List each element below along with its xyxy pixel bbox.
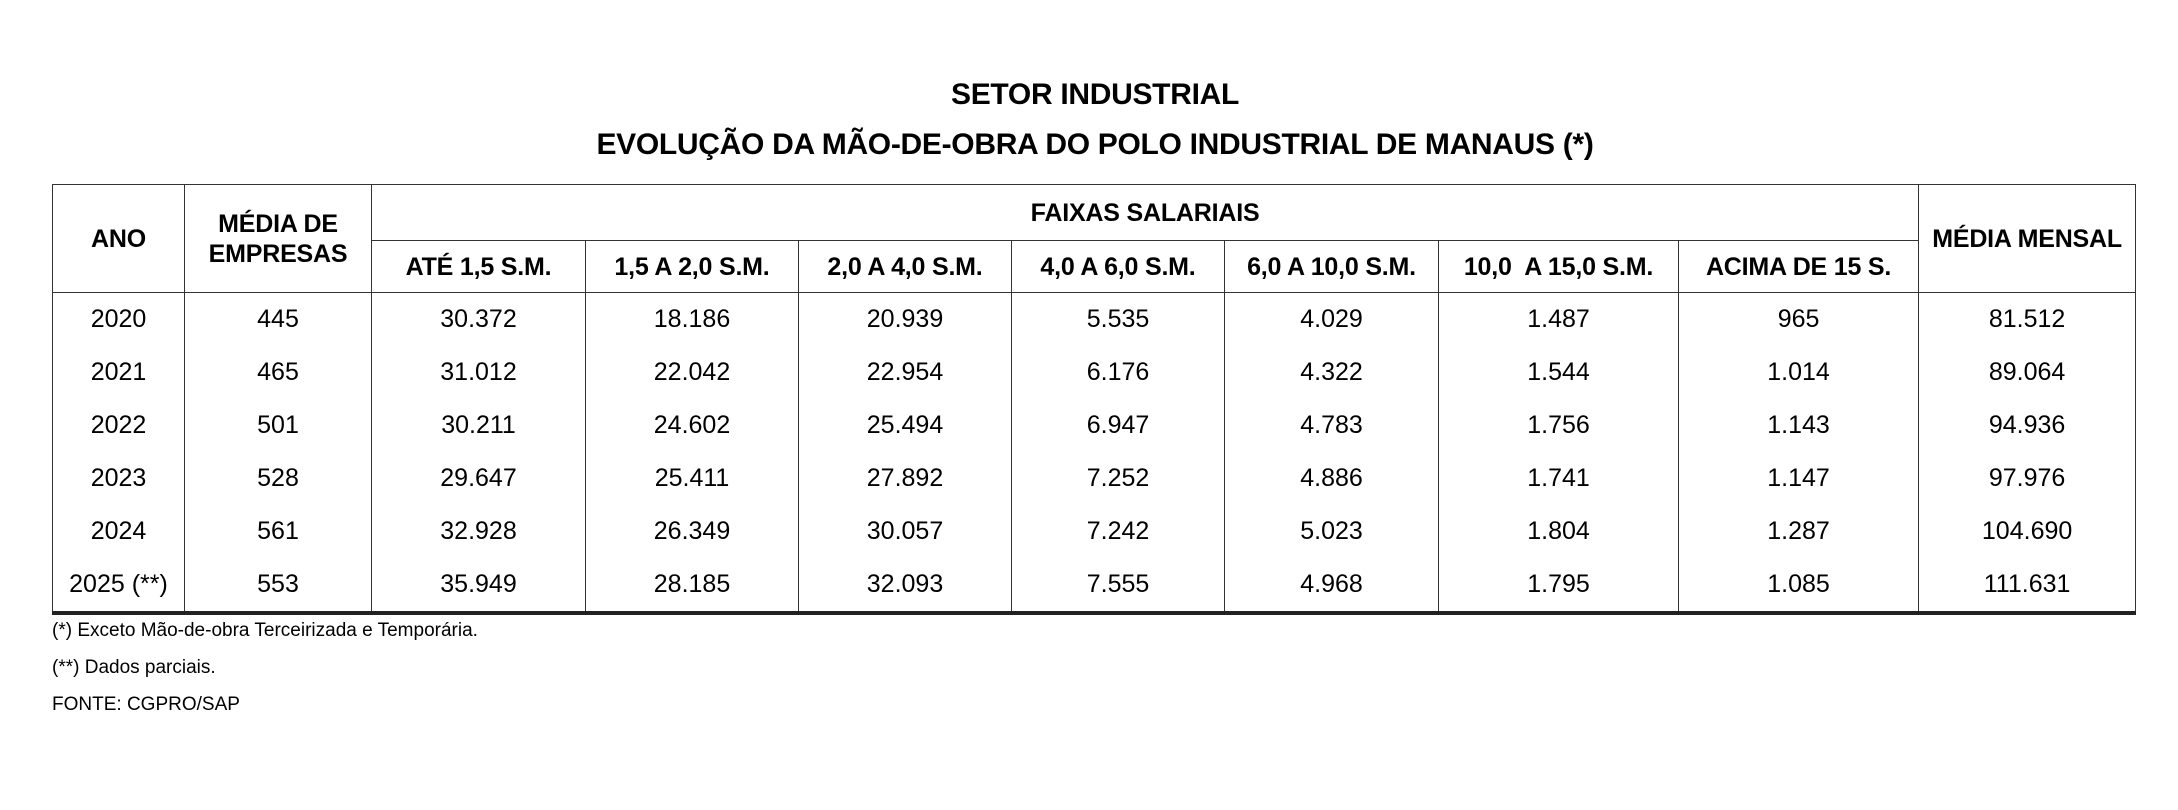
- cell-faixa: 1.147: [1679, 452, 1919, 505]
- cell-faixa: 30.057: [799, 505, 1012, 558]
- cell-faixa: 4.029: [1225, 293, 1439, 347]
- cell-faixa: 4.783: [1225, 399, 1439, 452]
- cell-faixa: 20.939: [799, 293, 1012, 347]
- cell-faixa: 26.349: [586, 505, 799, 558]
- cell-faixa: 1.741: [1439, 452, 1679, 505]
- column-header-media-empresas-label: MÉDIA DE EMPRESAS: [208, 209, 348, 268]
- cell-media-mensal: 111.631: [1919, 558, 2136, 613]
- cell-media-mensal: 89.064: [1919, 346, 2136, 399]
- column-header-ate-1-5: ATÉ 1,5 S.M.: [372, 241, 586, 293]
- cell-faixa: 7.242: [1012, 505, 1225, 558]
- cell-empresas: 561: [185, 505, 372, 558]
- cell-media-mensal: 81.512: [1919, 293, 2136, 347]
- cell-media-mensal: 97.976: [1919, 452, 2136, 505]
- cell-empresas: 553: [185, 558, 372, 613]
- column-group-faixas-salariais: FAIXAS SALARIAIS: [372, 185, 1919, 241]
- column-header-2-0-a-4-0: 2,0 A 4,0 S.M.: [799, 241, 1012, 293]
- cell-empresas: 501: [185, 399, 372, 452]
- cell-faixa: 1.143: [1679, 399, 1919, 452]
- cell-faixa: 7.252: [1012, 452, 1225, 505]
- cell-ano: 2025 (**): [53, 558, 185, 613]
- cell-faixa: 1.085: [1679, 558, 1919, 613]
- table-row: [53, 558, 2136, 613]
- cell-faixa: 7.555: [1012, 558, 1225, 613]
- cell-faixa: 25.411: [586, 452, 799, 505]
- cell-faixa: 31.012: [372, 346, 586, 399]
- cell-faixa: 965: [1679, 293, 1919, 347]
- cell-faixa: 5.023: [1225, 505, 1439, 558]
- cell-empresas: 445: [185, 293, 372, 347]
- cell-faixa: 6.947: [1012, 399, 1225, 452]
- cell-faixa: 1.014: [1679, 346, 1919, 399]
- cell-media-mensal: 94.936: [1919, 399, 2136, 452]
- page-subtitle: EVOLUÇÃO DA MÃO-DE-OBRA DO POLO INDUSTRIAL DE MANAUS (*): [596, 128, 1594, 161]
- cell-faixa: 30.372: [372, 293, 586, 347]
- column-header-6-0-a-10-0: 6,0 A 10,0 S.M.: [1225, 241, 1439, 293]
- cell-faixa: 1.804: [1439, 505, 1679, 558]
- cell-faixa: 4.886: [1225, 452, 1439, 505]
- cell-media-mensal: 104.690: [1919, 505, 2136, 558]
- column-header-media-mensal: MÉDIA MENSAL: [1919, 185, 2136, 293]
- cell-faixa: 4.322: [1225, 346, 1439, 399]
- cell-faixa: 1.287: [1679, 505, 1919, 558]
- cell-faixa: 1.544: [1439, 346, 1679, 399]
- cell-faixa: 18.186: [586, 293, 799, 347]
- cell-faixa: 1.756: [1439, 399, 1679, 452]
- cell-faixa: 29.647: [372, 452, 586, 505]
- cell-faixa: 32.928: [372, 505, 586, 558]
- column-header-media-empresas: [185, 185, 372, 293]
- table-row: [53, 505, 2136, 558]
- cell-ano: 2022: [53, 399, 185, 452]
- workforce-table: [52, 184, 2136, 615]
- table-row: [53, 293, 2136, 347]
- cell-faixa: 25.494: [799, 399, 1012, 452]
- cell-faixa: 24.602: [586, 399, 799, 452]
- cell-ano: 2023: [53, 452, 185, 505]
- column-header-acima-de-15: ACIMA DE 15 S.: [1679, 241, 1919, 293]
- source-note: FONTE: CGPRO/SAP: [52, 694, 240, 715]
- cell-faixa: 4.968: [1225, 558, 1439, 613]
- table-row: [53, 399, 2136, 452]
- footnote-dados-parciais: (**) Dados parciais.: [52, 657, 216, 678]
- cell-faixa: 32.093: [799, 558, 1012, 613]
- cell-ano: 2021: [53, 346, 185, 399]
- table-row: [53, 346, 2136, 399]
- cell-faixa: 35.949: [372, 558, 586, 613]
- cell-empresas: 465: [185, 346, 372, 399]
- column-header-4-0-a-6-0: 4,0 A 6,0 S.M.: [1012, 241, 1225, 293]
- cell-ano: 2024: [53, 505, 185, 558]
- column-header-10-0-a-15-0: 10,0 A 15,0 S.M.: [1439, 241, 1679, 293]
- cell-faixa: 22.042: [586, 346, 799, 399]
- footnote-terceirizada: (*) Exceto Mão-de-obra Terceirizada e Temporária.: [52, 620, 478, 641]
- cell-faixa: 30.211: [372, 399, 586, 452]
- cell-empresas: 528: [185, 452, 372, 505]
- cell-faixa: 28.185: [586, 558, 799, 613]
- cell-faixa: 6.176: [1012, 346, 1225, 399]
- cell-faixa: 22.954: [799, 346, 1012, 399]
- column-header-ano: ANO: [53, 185, 185, 293]
- cell-faixa: 1.487: [1439, 293, 1679, 347]
- cell-ano: 2020: [53, 293, 185, 347]
- table-row: [53, 452, 2136, 505]
- header-row-group: [53, 185, 2136, 241]
- page-title: SETOR INDUSTRIAL: [951, 78, 1239, 111]
- cell-faixa: 5.535: [1012, 293, 1225, 347]
- cell-faixa: 1.795: [1439, 558, 1679, 613]
- column-header-1-5-a-2-0: 1,5 A 2,0 S.M.: [586, 241, 799, 293]
- cell-faixa: 27.892: [799, 452, 1012, 505]
